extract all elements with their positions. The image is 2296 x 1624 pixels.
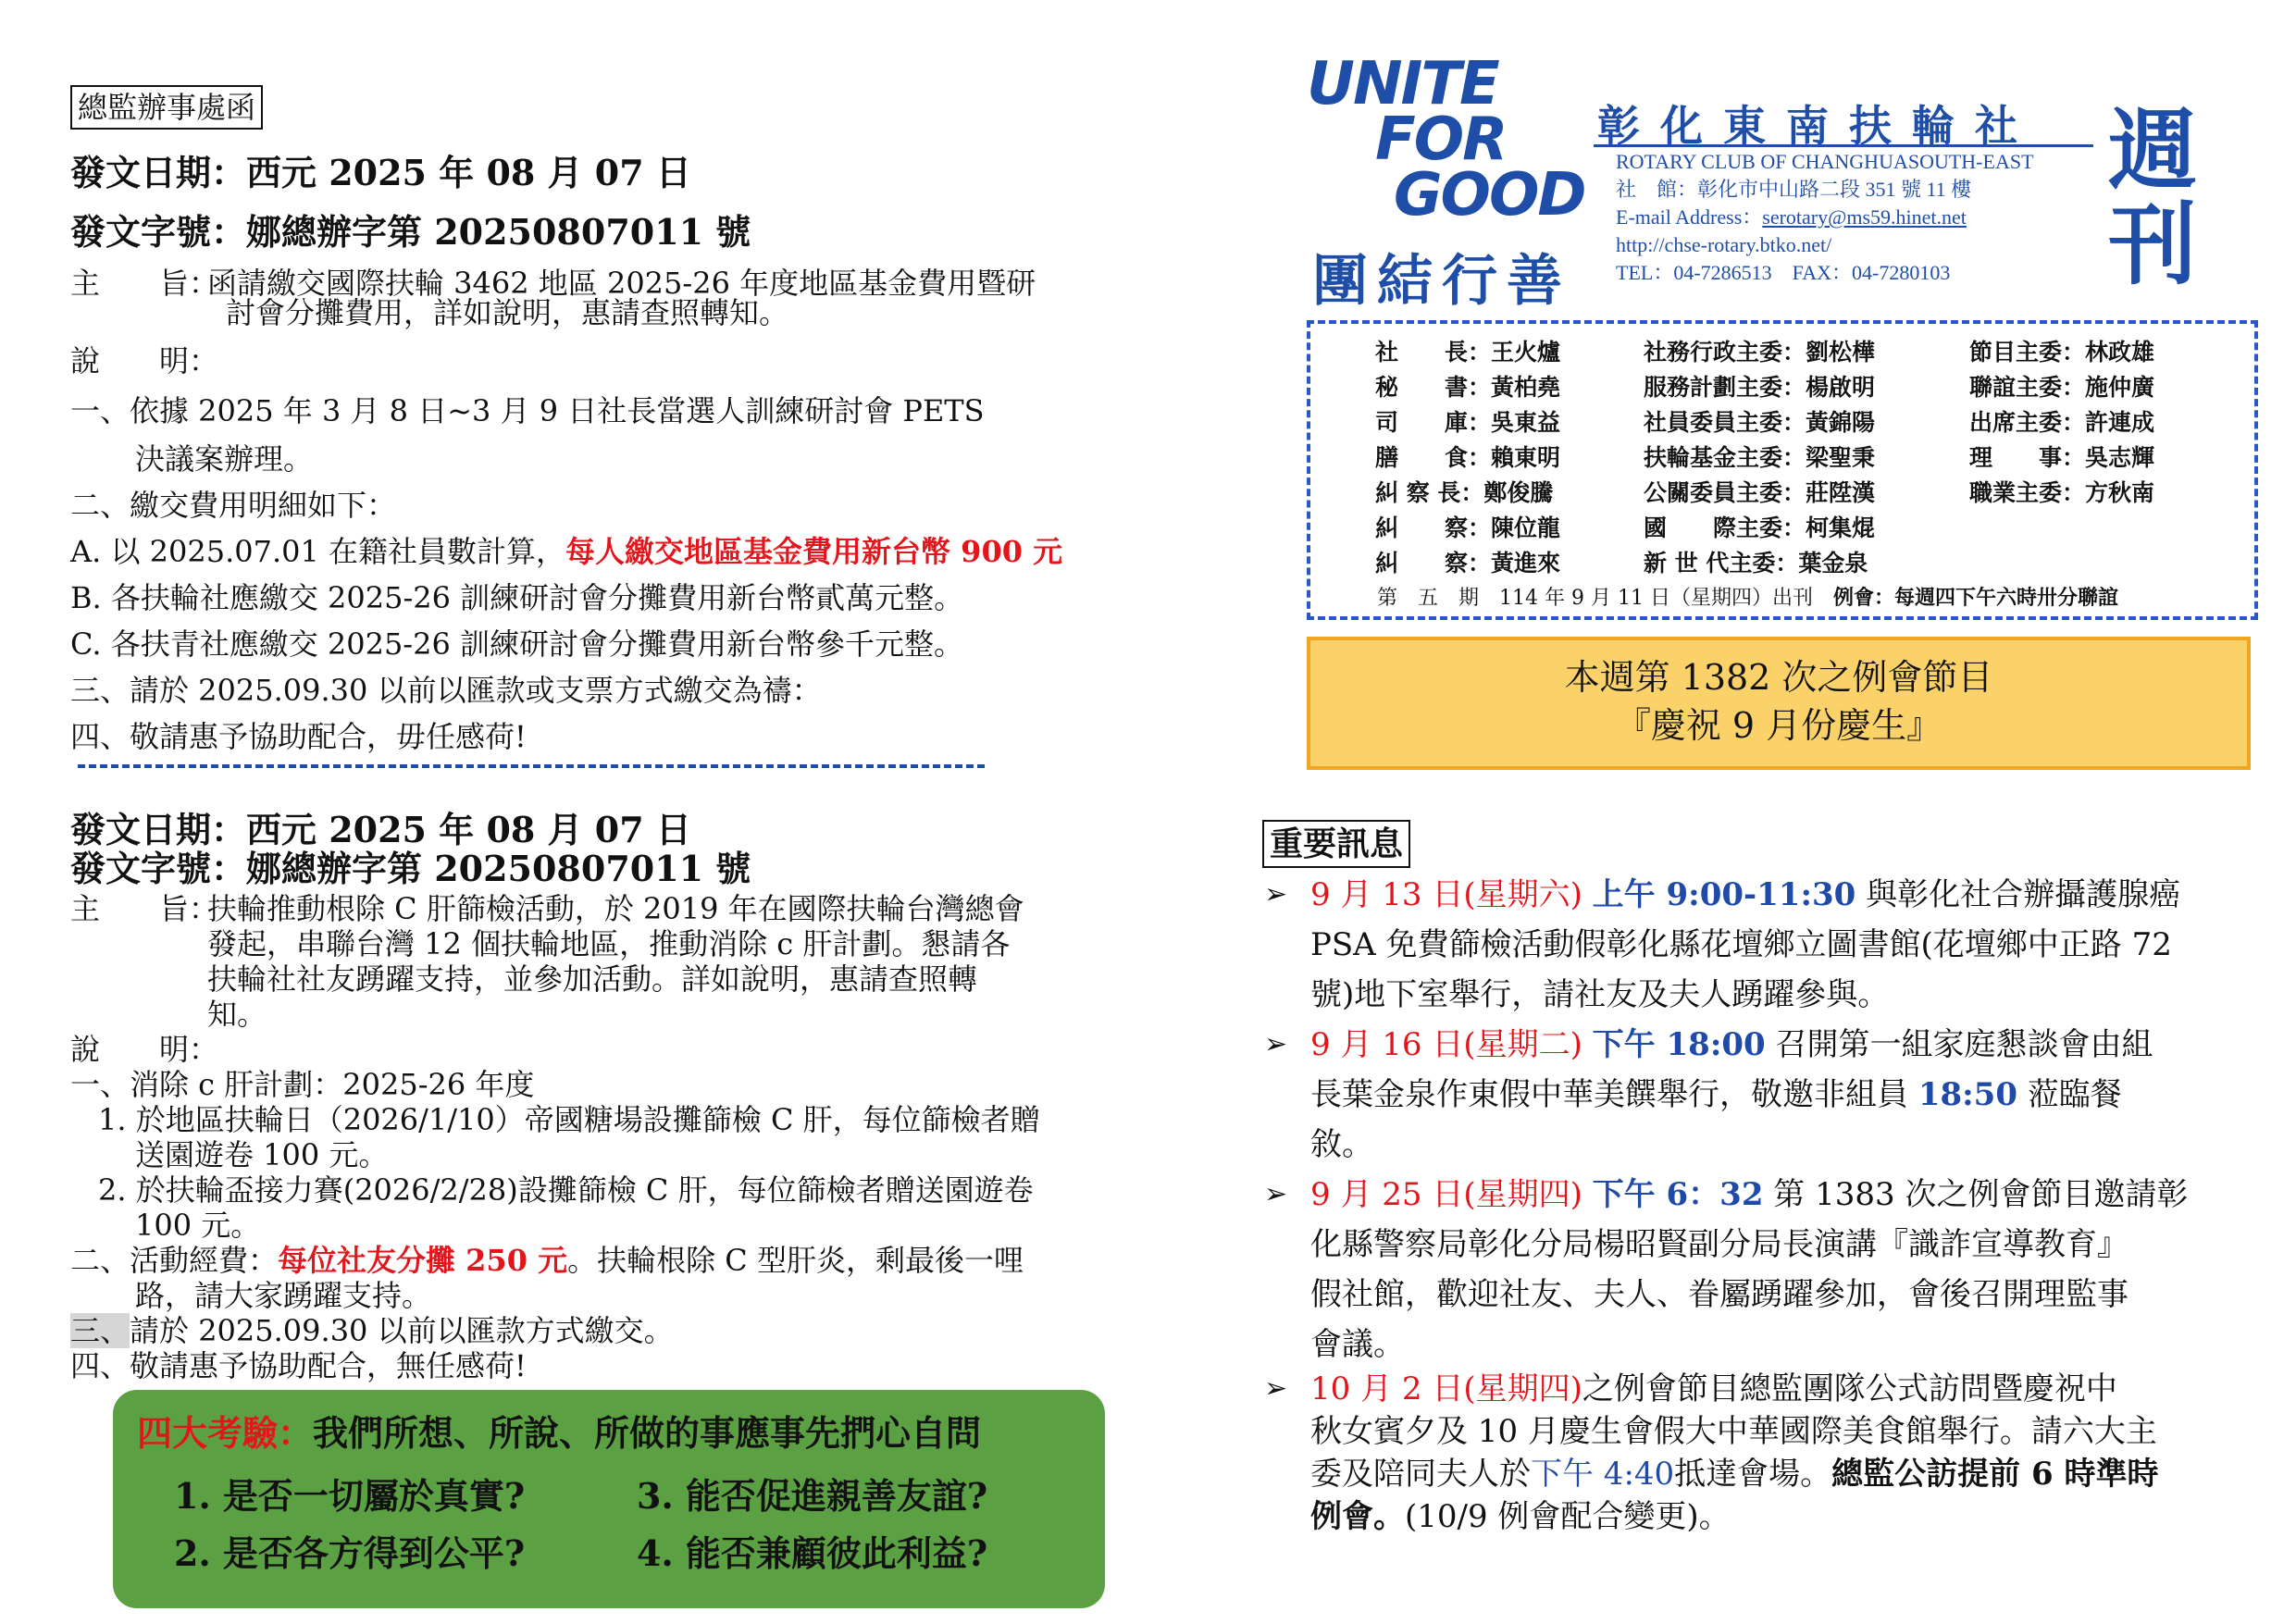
notice2-item1: 一、消除 c 肝計劃：2025-26 年度	[70, 1067, 535, 1102]
arrow-icon: ➢	[1264, 1028, 1288, 1060]
officer-cell: 社務行政主委：劉松樺	[1644, 339, 1876, 366]
news-title: 重要訊息	[1262, 820, 1410, 868]
officer-cell: 膳 食：賴東明	[1375, 444, 1561, 471]
notice2-item2-suffix: 。扶輪根除 C 型肝炎，剩最後一哩	[567, 1243, 1024, 1278]
notice2-item1-1-line1: 1. 於地區扶輪日（2026/1/10）帝國糖場設攤篩檢 C 肝，每位篩檢者贈	[98, 1102, 1040, 1137]
four-way-test-box	[113, 1390, 1105, 1608]
email-link[interactable]: serotary@ms59.hinet.net	[1762, 205, 1967, 229]
officer-cell: 糾 察：黃進來	[1375, 550, 1561, 576]
club-tel-fax: TEL：04-7286513 FAX：04-7280103	[1616, 261, 1951, 284]
notice2-explain-label: 說 明：	[70, 1032, 219, 1067]
news3-line3: 假社館，歡迎社友、夫人、眷屬踴躍參加，會後召開理監事	[1310, 1276, 2128, 1313]
arrow-icon: ➢	[1264, 1178, 1288, 1210]
news4-line3a: 委及陪同夫人於	[1310, 1456, 1531, 1493]
logo-slogan-cn: 團結行善	[1312, 249, 1571, 314]
officer-cell: 聯誼主委：施仲廣	[1969, 374, 2155, 401]
news3-date: 9 月 25 日(星期四)	[1310, 1176, 1582, 1213]
officer-cell: 理 事：吳志輝	[1969, 444, 2155, 471]
notice2-item1-1-line2: 送園遊卷 100 元。	[135, 1137, 389, 1172]
four-way-q2: 2. 是否各方得到公平?	[174, 1532, 526, 1574]
notice1-item1-line1: 一、依據 2025 年 3 月 8 日~3 月 9 日社長當選人訓練研討會 PETS	[70, 393, 985, 428]
notice2-item1-2-line2: 100 元。	[135, 1208, 261, 1243]
notice1-item3: 三、請於 2025.09.30 以前以匯款或支票方式繳交為禱：	[70, 673, 822, 708]
notice1-subject-label: 主 旨：	[70, 266, 219, 301]
four-way-title	[137, 1405, 981, 1462]
notice2-subject-line4: 知。	[207, 997, 267, 1032]
four-way-title-label: 四大考驗：	[137, 1412, 314, 1454]
notice2-item2-line2: 路，請大家踴躍支持。	[135, 1278, 432, 1313]
weekly-char-2: 刊	[2108, 193, 2197, 297]
officer-cell: 社 長：王火爐	[1375, 339, 1561, 366]
news2-line2a: 長葉金泉作東假中華美饌舉行，敬邀非組員	[1310, 1076, 1908, 1113]
news2-line1: 召開第一組家庭懇談會由組	[1775, 1026, 2153, 1063]
notice2-date: 發文日期：西元 2025 年 08 月 07 日	[70, 809, 691, 850]
notice1-itemB: B. 各扶輪社應繳交 2025-26 訓練研討會分攤費用新台幣貳萬元整。	[70, 580, 964, 615]
section-divider	[78, 764, 985, 768]
notice2-item3-prefix: 三、	[70, 1313, 130, 1348]
weekly-program-box	[1307, 637, 2251, 770]
news-item-4	[1264, 1368, 2254, 1538]
club-name: 彰化東南扶輪社	[1597, 101, 2038, 151]
logo-unite: UNITE	[1307, 50, 1498, 118]
news1-time: 上午 9:00-11:30	[1592, 876, 1856, 913]
notice1-subject-line1: 函請繳交國際扶輪 3462 地區 2025-26 年度地區基金費用暨研	[207, 266, 1036, 301]
notice1-doc-no: 發文字號：娜總辦字第 20250807011 號	[70, 211, 751, 253]
club-url[interactable]: http://chse-rotary.btko.net/	[1616, 233, 1832, 256]
news3-line2: 化縣警察局彰化分局楊昭賢副分局長演講『識詐宣導教育』	[1310, 1226, 2128, 1263]
notice2-subject-line1: 扶輪推動根除 C 肝篩檢活動，於 2019 年在國際扶輪台灣總會	[207, 891, 1024, 926]
program-line1: 本週第 1382 次之例會節目	[1564, 657, 1993, 698]
four-way-q3: 3. 能否促進親善友誼?	[637, 1475, 988, 1517]
four-way-q4: 4. 能否兼顧彼此利益?	[637, 1532, 988, 1574]
officer-cell: 服務計劃主委：楊啟明	[1644, 374, 1876, 401]
news1-line2: PSA 免費篩檢活動假彰化縣花壇鄉立圖書館(花壇鄉中正路 72	[1310, 926, 2172, 963]
news1-line1: 與彰化社合辦攝護腺癌	[1866, 876, 2181, 913]
news2-date: 9 月 16 日(星期二)	[1310, 1026, 1582, 1063]
notice2-item1-2-line1: 2. 於扶輪盃接力賽(2026/2/28)設攤篩檢 C 肝，每位篩檢者贈送園遊卷	[98, 1172, 1034, 1208]
news4-line1: 之例會節目總監團隊公式訪問暨慶祝中	[1582, 1370, 2117, 1407]
notice2-item2-prefix: 二、活動經費：	[70, 1243, 279, 1278]
news2-line3: 敘。	[1310, 1126, 1373, 1163]
officer-cell: 社員委員主委：黃錦陽	[1644, 409, 1876, 436]
notice2-item4: 四、敬請惠予協助配合，無任感荷!	[70, 1348, 527, 1383]
notice2-item3	[70, 1312, 674, 1349]
news4-date: 10 月 2 日(星期四)	[1310, 1370, 1582, 1407]
club-address: 社 館：彰化市中山路二段 351 號 11 樓	[1616, 178, 1972, 201]
news4-line4b: (10/9 例會配合變更)。	[1405, 1498, 1731, 1535]
notice1-itemA-prefix: A. 以 2025.07.01 在籍社員數計算，	[70, 534, 566, 569]
officer-cell: 新 世 代主委：葉金泉	[1644, 550, 1868, 576]
notice1-item4: 四、敬請惠予協助配合，毋任感荷!	[70, 719, 527, 754]
logo-good: GOOD	[1394, 161, 1585, 229]
officer-cell: 職業主委：方秋南	[1969, 479, 2155, 506]
office-label: 總監辦事處函	[70, 85, 263, 130]
club-email-row	[1616, 204, 1967, 231]
notice2-doc-no: 發文字號：娜總辦字第 20250807011 號	[70, 848, 751, 889]
four-way-title-text: 我們所想、所說、所做的事應事先捫心自問	[313, 1412, 982, 1454]
officer-cell: 糾 察 長：鄭俊騰	[1375, 479, 1554, 506]
officer-cell: 公關委員主委：莊陞漢	[1644, 479, 1876, 506]
news3-time: 下午 6：32	[1592, 1176, 1764, 1213]
program-line2: 『慶祝 9 月份慶生』	[1615, 705, 1942, 746]
notice1-subject-line2: 討會分攤費用，詳如說明，惠請查照轉知。	[226, 295, 789, 330]
news1-date: 9 月 13 日(星期六)	[1310, 876, 1582, 913]
news3-line4: 會議。	[1310, 1326, 1405, 1363]
notice1-itemA-highlight: 每人繳交地區基金費用新台幣 900 元	[565, 534, 1063, 569]
news-item-1	[1264, 870, 2254, 1020]
officers-box	[1307, 320, 2258, 620]
notice2-subject-label: 主 旨：	[70, 891, 219, 926]
notice1-itemC: C. 各扶青社應繳交 2025-26 訓練研討會分攤費用新台幣參千元整。	[70, 626, 964, 662]
news2-time: 下午 18:00	[1592, 1026, 1766, 1063]
notice1-item2: 二、繳交費用明細如下：	[70, 488, 397, 523]
issue-date: 第 五 期 114 年 9 月 11 日（星期四）出刊	[1377, 587, 1813, 610]
arrow-icon: ➢	[1264, 1372, 1288, 1405]
news4-line4a: 例會。	[1310, 1498, 1405, 1535]
officer-cell: 國 際主委：柯集焜	[1644, 514, 1876, 541]
issue-meeting: 例會：每週四下午六時卅分聯誼	[1832, 586, 2118, 610]
officer-cell: 秘 書：黃柏堯	[1375, 374, 1561, 401]
notice2-subject-line2: 發起，串聯台灣 12 個扶輪地區，推動消除 c 肝計劃。懇請各	[207, 926, 1011, 961]
four-way-q1: 1. 是否一切屬於真實?	[174, 1475, 526, 1517]
arrow-icon: ➢	[1264, 878, 1288, 911]
issue-line	[1377, 585, 2118, 612]
email-label: E-mail Address：	[1616, 205, 1763, 229]
logo-for: FOR	[1375, 105, 1507, 174]
news4-line3-time: 下午 4:40	[1531, 1456, 1675, 1493]
officer-cell: 司 庫：吳東益	[1375, 409, 1561, 436]
officer-cell: 糾 察：陳位龍	[1375, 514, 1561, 541]
notice1-item1-line2: 決議案辦理。	[135, 441, 314, 477]
news1-line3: 號)地下室舉行，請社友及夫人踴躍參與。	[1310, 976, 1890, 1013]
news-list	[1264, 870, 2254, 1538]
officer-cell: 扶輪基金主委：梁聖秉	[1644, 444, 1876, 471]
weekly-char-1: 週	[2108, 99, 2197, 203]
news4-line3c: 總監公訪提前 6 時準時	[1831, 1456, 2159, 1493]
news2-line2b: 蒞臨餐	[2027, 1076, 2122, 1113]
news4-line2: 秋女賓夕及 10 月慶生會假大中華國際美食館舉行。請六大主	[1310, 1413, 2157, 1450]
club-name-underline	[1594, 144, 2093, 147]
news-item-2	[1264, 1020, 2254, 1170]
notice2-item2	[70, 1242, 1024, 1279]
notice1-explain-label: 說 明：	[70, 343, 219, 378]
notice2-item3-text: 請於 2025.09.30 以前以匯款方式繳交。	[130, 1313, 674, 1348]
club-english-name: ROTARY CLUB OF CHANGHUASOUTH-EAST	[1616, 150, 2034, 173]
news2-line2-time: 18:50	[1917, 1076, 2017, 1113]
notice2-subject-line3: 扶輪社社友踴躍支持，並參加活動。詳如說明，惠請查照轉	[207, 961, 978, 997]
notice1-date: 發文日期：西元 2025 年 08 月 07 日	[70, 152, 691, 193]
news4-line3b: 抵達會場。	[1674, 1456, 1832, 1493]
notice2-item2-highlight: 每位社友分攤 250 元	[278, 1243, 568, 1278]
notice1-itemA	[70, 533, 1062, 570]
news3-line1: 第 1383 次之例會節目邀請彰	[1773, 1176, 2189, 1213]
news-item-3	[1264, 1170, 2254, 1368]
officer-cell: 出席主委：許連成	[1969, 409, 2155, 436]
officer-cell: 節目主委：林政雄	[1969, 339, 2155, 366]
